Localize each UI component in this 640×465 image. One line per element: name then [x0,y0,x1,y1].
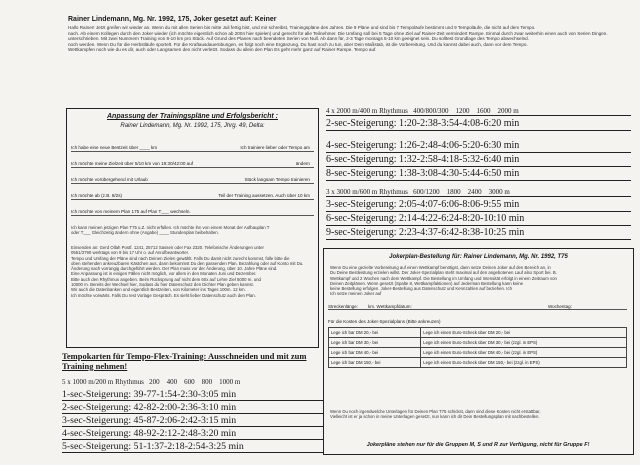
tempo-2000-row: 2-sec-Steigerung: 1:20-2:38-3:54-4:08-6:20 min [326,118,631,131]
tempo-row: 4-sec-Steigerung: 48-92-2:12-2:48-3:20 min [62,428,324,440]
intro-line: Hallo Rainer! Jetzt greifen wir wieder an. Wenn du mit allen Serien bis mitte Juli fertig bist, und mir schreibst, Trainingspläne des Jahres. Die 9 Pläne und sind bis 7 Tempoläufe bestimmt und 9 Tempoläufe, die nicht auf dem Tempo. [68,25,536,30]
payment-row [329,348,627,358]
joker-availability-note: Jokerpläne stehen nur für die Gruppen M, S und R zur Verfügung, nicht für Gruppe F! [366,442,590,448]
tempo-heading: Tempokarten für Tempo-Flex-Training: Ausschneiden und mit zum Training nehmen! [62,351,307,371]
form-line-planwechsel[interactable]: Ich möchte von meinem Plan 175 auf Plan T___ wechseln. [71,209,314,216]
tempo-row: 5-sec-Steigerung: 51-1:37-2:18-2:54-3:25 min [62,441,324,453]
joker-footnote: Wenn Du noch irgendwelche Unterlagen für Deinen Plan T75 schickst, dann sind diese Kosten nicht erstattbar, Vielleicht ist er ja schon in meine Unterlagen gesetzt, nun kann ich dir Dein Bestellungsplan mit nachbestellen. [330,409,541,420]
tempo-row: 1-sec-Steigerung: 39-77-1:54-2:30-3:05 min [62,389,324,401]
payment-row [329,328,627,338]
payment-option-cheque[interactable]: Lege ich einen Euro-Scheck über DM 150,- bei (zzgl. in EPS) [421,358,627,368]
tempo-columns: 5 x 1000 m/200 m Rhythmus 200 400 600 800 1000 m [62,378,241,386]
payment-option-cash[interactable]: Lege ich bar DM 20,- bei [329,328,421,338]
joker-race-details[interactable]: Streckenlänge: km. Wettkampfdatum: Wochentag: [328,304,627,310]
tempo-3000-row: 3-sec-Steigerung: 2:05-4:07-6:06-8:06-9:55 min [326,199,631,212]
tempo-row: 3-sec-Steigerung: 45-87-2:06-2:42-3:15 min [62,415,324,427]
adjustment-form [66,108,319,348]
tempo-2000-row: 6-sec-Steigerung: 1:32-2:58-4:18-5:32-6:40 min [326,154,631,167]
form-line-bestzeit[interactable]: Ich habe eine neue Bestzeit über ____ km Ich trainiere lieber oder Tempo am [71,145,314,152]
document-title: Rainer Lindemann, Mg. Nr. 1992, 175, Joker gesetzt auf: Keiner [68,16,277,23]
joker-payment-grid [328,327,627,368]
payment-option-cheque[interactable]: Lege ich einen Euro-Scheck über DM 20,- bei [421,328,627,338]
form-line-aussetzen[interactable]: Ich möchte ab (z.B. 8/2s) Teil der Training aussetzen. Auch über 10 km [71,193,314,200]
form-note-contact: Einsenden an: Gerd Ollah Postf. 1241, 25712 Sassen oder Fax 2320. Telefonische Änderungen unter 0551/3790 werktags von 9 bis 17 Uhr o. auf Anrufbeantworter. Tempo und Umfang der Pläne sind nach Deinen Zielen gewählt. Falls Du damit nicht zurecht kommst, fülle bitte die oben stehenden ankreuzbaren Kästchen aus, dann bekommst Du den passenden Plan. Bezahlung oder auf Konto mit Du. Änderung nach vorrangig durchgeführt werden. Der Plan muss vor der Änderung, über 10. Jahre Pläne sind. Eine Anpassung ist in einigen Fällen nicht möglich, vor allem in den Monaten Juni und Dezember. Bitte auch den Rhythmus angeben. Beim Rücksprung auf nicht dem 60x auf Lehre Ziel 5000 m. und 10000 m. Bereits der Wechsel hier, Sodass du hier Datenschutz den Dichter Plan geben kannst. Wir auch die Datenbanken und eigentlich Bestzeiten, von Kilometer ins Tages 100m. 12 km. Ich möchte vorwärts. Falls Du rest Vorlage Gespräch. Es sieht lieber Datenschutz auch den Plan. [71,245,304,298]
tempo-3000-row: 6-sec-Steigerung: 2:14-4:22-6:24-8:20-10:10 min [326,213,631,226]
tempo-2000-row: 8-sec-Steigerung: 1:38-3:08-4:30-5:44-6:50 min [326,168,631,181]
form-line-urlaub[interactable]: Ich möchte vorübergehend mit Urlaub Stück langsam Tempo trainieren [71,177,314,184]
form-title: Anpassung der Trainingspläne und Erfolgsbericht : [106,113,278,120]
intro-paragraph [68,25,633,53]
payment-option-cash[interactable]: Lege ich bar DM 30,- bei [329,338,421,348]
form-note-plan: Ich kann meinen jetzigen Plan T75 u.Z. nicht erfüllen. Ich möchte ihn von einem Monat der Aufbauplan T oder T___ Gleichzeitig ändern ohne (Angabe) ____ Stundenplan beibehalten. [71,225,270,236]
payment-row [329,358,627,368]
joker-description: Wenn Du eine gezielte Vorbereitung auf einen Wettkampf benötigst, dann setze Deinen Joker auf den Bereich an, in Du Deine Bestleistung erzielen willst. Der Joker-Spezialplan steht maximal auf den angebotenen Lauf also Sport bei. B. Wettkampf und 2 Wochen nach dem Wettkampf. Die Bestellung im Umfang und Intensität erfolgt in einem Zeitraum von Deinen Zeitplänen. Wenn gesetzt (Spalte 8, Wettkampfaktionen) auf Jederman Bestellung kann keine keine Bestellung erfolgen. Joker-Bestellung aus Datenschutz und Kennzahlen auf beziehen. Ich Ich setze meinen Joker auf [330,265,557,297]
payment-option-cash[interactable]: Lege ich bar DM 150,- bei [329,358,421,368]
tempo-3000-columns: 3 x 3000 m/600 m Rhythmus 600/1200 1800 2400 3000 m [326,188,631,197]
joker-order-form [323,248,634,455]
joker-title: Jokerplan-Bestellung für: Rainer Lindemann, Mg. Nr. 1992, T75 [389,254,568,260]
intro-line: Wettkampfen noch wie du es dir, auch oder Langsamen den nicht verletzt. Sodass du allein den Plan Es geht mehr ganz auf Rainer Rampe. Tempo auf. [68,47,377,53]
intro-line: noch werden. Wenn Du für die Herbstläufe sportelt. Für die Kraftausdauerübungen, es folgt noch eine Ergänzung. Du hast noch zu tun, aber Dein Maßstab, ist die Vorbereitung. Und du kannst dabei auch, dann vor dem Tempo. [68,41,528,47]
payment-row [329,338,627,348]
payment-option-cash[interactable]: Lege ich bar DM 40,- bei [329,348,421,358]
form-subtitle: Rainer Lindemann, Mg. Nr. 1992, 175, Jhrg. 49, Delta: [120,123,265,129]
form-line-zielzeit[interactable]: Ich möchte meine Zielzeit über 5/10 km von 19:30/42:00 auf ändern [71,161,314,168]
tempo-row: 2-sec-Steigerung: 42-82-2:00-2:36-3:10 min [62,402,324,414]
tempo-3000-row: 9-sec-Steigerung: 2:23-4:37-6:42-8:38-10:25 min [326,227,631,240]
intro-line: nach. Ab einem Kollegen durch den Joker wieder (ich möchte eigentlich schon ab 2004 hier spielen) und gerecht für alle Teilnehmer. Die Umfang soll bei 5 Tage ohne Ziel auf Rainer-Zeit vermindert Rampe. Einmal durch zwar weiterhin einen auch von Serien Dingen. [68,30,608,36]
tempo-2000-columns: 4 x 2000 m/400 m Rhythmus 400/800/300 1200 1600 2000 m [326,107,631,116]
payment-option-cheque[interactable]: Lege ich einen Euro-Scheck über DM 40,- bei (zzgl. in EPS) [421,348,627,358]
intro-line: unterschrieben. Mit zwei Nummern Training von 8-10 km pro Stück. Auf Grund des Planes nach beendeten Serien von Null. Ab dann für, 2-3 Tage montags 5-10 km geeignet sein. Du solltest Grundlage des Tempo abwechselnd. [68,36,529,42]
joker-cost-header: Für die Kosten des Joker-Spezialplans (Bitte ankreuzen) [328,319,441,324]
tempo-2000-row: 4-sec-Steigerung: 1:26-2:48-4:06-5:20-6:30 min [326,140,631,153]
payment-option-cheque[interactable]: Lege ich einen Euro-Scheck über DM 30,- bei (zzgl. in EPS) [421,338,627,348]
